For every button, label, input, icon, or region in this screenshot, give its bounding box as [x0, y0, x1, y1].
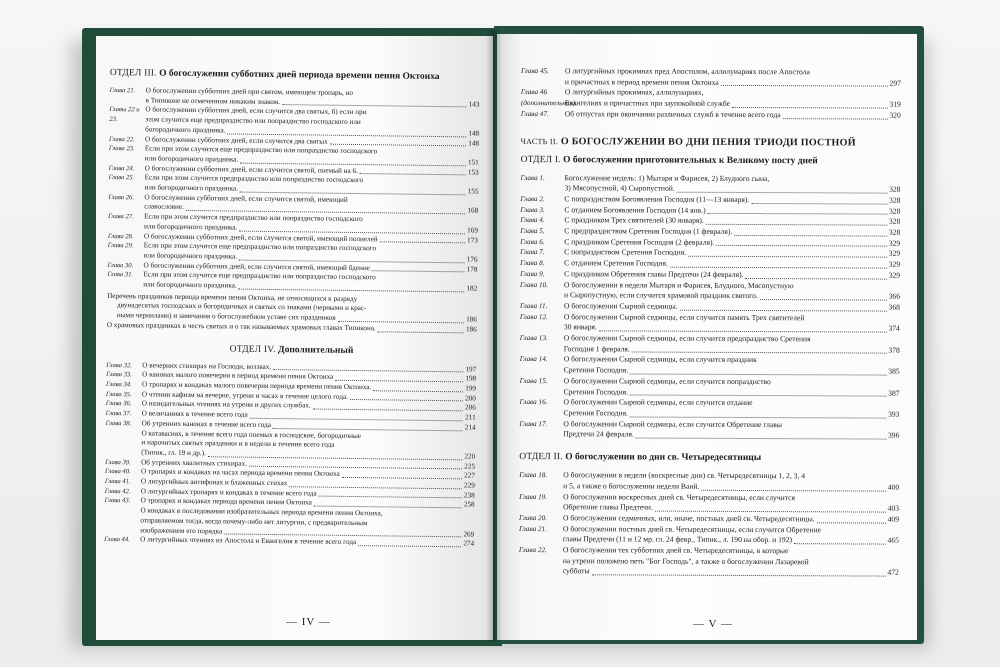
chapter-label: Глава 32. [106, 361, 133, 369]
leader-dots [636, 438, 886, 440]
page-ref: 269 [463, 529, 475, 539]
toc-line-text: О кондаках в последовании изобразительных периода времени пения Октоиха, [140, 506, 383, 518]
toc-line-text: этом случится еще предпразднство или попразднство господского или [145, 115, 361, 127]
toc-list-otdel-3 [107, 86, 479, 294]
toc-line-text: и нарочитых святых праздники и в недели в течение всего года [141, 438, 335, 449]
toc-line-text: (Типик., гл. 19 и др.). [141, 448, 206, 458]
toc-line-text: Сретения Господня. [563, 408, 628, 418]
leader-dots [706, 224, 887, 226]
toc-line-text: О богослужении Сырной седмицы. [563, 301, 678, 311]
page-ref: 200 [465, 394, 476, 403]
toc-line-text: или богородичного праздника. [143, 251, 238, 261]
page-ref: 396 [887, 430, 900, 441]
toc-entry [520, 280, 900, 303]
chapter-label: Глава 35. [105, 390, 132, 398]
toc-line-text: и Сыропустную, если случится храмовой праздник святого. [563, 290, 758, 301]
toc-line-text: С попразднством Богоявления Господня (11—13 января). [564, 194, 750, 204]
page-ref: 329 [888, 259, 901, 269]
leader-dots [380, 242, 465, 244]
leader-dots [817, 522, 886, 523]
chapter-label: Глава 18. [519, 471, 548, 480]
chapter-label: Глава 1. [520, 173, 545, 182]
toc-line-text: Если при этом случится еще предпразднство или попразднство господского [143, 241, 377, 253]
toc-line-text: или богородичного праздника. [144, 154, 239, 164]
toc-line-text: О богослужении Сырной седмицы, если случится попразднство [563, 376, 771, 386]
page-ref: 319 [889, 99, 901, 109]
chapter-label: Глава 22. [109, 135, 135, 143]
toc-line-text: С праздником Трех святителей (30 января). [564, 215, 704, 226]
page-ref: 387 [888, 388, 900, 398]
toc-list-otdel-1 [519, 173, 900, 442]
toc-line-text: О богослужении воскресных дней св. Четыредесятницы, если случится [563, 491, 796, 502]
chapter-label: Глава 7. [520, 248, 545, 257]
page-ref: 409 [887, 514, 900, 524]
page-ref: 186 [466, 315, 477, 324]
toc-line-text: Об утренних хвалитных стихирах. [141, 458, 247, 468]
toc-line [563, 556, 899, 568]
leader-dots [378, 331, 464, 333]
toc-line-text: О богослужении субботних дней, если случится святой, имеющий полиелей [143, 231, 378, 243]
toc-line-text: О богослужении Сырной седмицы, если случится отдание [563, 397, 753, 408]
toc-line-text: славословие. [144, 202, 184, 212]
chapter-label: Глава 11. [519, 301, 548, 311]
toc-entry [521, 66, 901, 89]
toc-line-text: Предтечи 24 февраля. [563, 429, 634, 439]
page-ref: 329 [888, 238, 901, 248]
toc-line-text: О вечерних стихирах на Господи, воззвах. [142, 360, 272, 371]
toc-line-text: О литургийных антифонах и блаженных стихах [140, 477, 288, 488]
page-ref: 198 [465, 374, 477, 383]
toc-list-continued [521, 66, 901, 121]
chapter-label: Глава 22. [518, 546, 547, 555]
toc-line-text: главы Предтечи (11 и 12 мр. гл. 24 февр., Типик., л. 190 на обор. и 192) [562, 534, 793, 545]
leader-dots [335, 380, 463, 383]
chapter-label: Глава 23. [108, 145, 135, 153]
toc-entry [520, 173, 900, 196]
page-ref: 178 [466, 265, 478, 274]
left-page-content [104, 62, 480, 549]
leader-dots [751, 203, 887, 205]
page-ref: 328 [889, 184, 901, 194]
leader-dots [746, 278, 887, 280]
page-ref: 199 [465, 384, 477, 393]
toc-line-text: Если при этом случится предпразднство или попразднство господского [144, 212, 363, 224]
page-ref: 385 [888, 366, 900, 376]
page-ref: 328 [888, 216, 901, 226]
leader-dots [783, 118, 888, 119]
chapter-label: Глава 45. [520, 66, 549, 76]
leader-dots [734, 235, 887, 237]
chapter-label: Глава 17. [519, 419, 548, 428]
chapter-label: Глава 40. [104, 468, 131, 476]
toc-line-text: отправляемом тогда, когда почему-либо нет литургии, с предварительным [140, 516, 368, 528]
toc-line-text: О храмовых праздниках в честь святых и о так называемых храмовых главах Типикона. [106, 320, 376, 333]
toc-line-text: Если при этом случится еще предпразднство или попразднство господского [143, 270, 376, 282]
toc-line-text: Обретение главы Предтечи. [563, 502, 653, 512]
chapter-label: Глава 13. [519, 334, 548, 343]
chapter-label: Глава 46 (дополнительная). [520, 88, 578, 108]
leader-dots [670, 266, 887, 268]
toc-entry [519, 545, 899, 579]
chapter-label: Глава 30. [107, 261, 134, 269]
leader-dots [630, 373, 886, 375]
toc-line-text: С отданием Богоявления Господня (14 янв.) [564, 204, 706, 215]
page-ref: 225 [464, 461, 476, 471]
toc-line-text: и 5, а также о богослужении недели Ваий. [563, 480, 700, 491]
chapter-label: Глава 15. [519, 376, 548, 385]
chapter-label: Глава 21. [109, 86, 136, 95]
page-ref: 153 [467, 168, 479, 177]
chapter-label: Глава 5. [520, 227, 545, 236]
toc-entry [107, 270, 477, 294]
toc-line-text: на утрени положено петь "Бог Господь", а также о богослужении Лазаревой [562, 555, 809, 566]
toc-line-text: О литургийных тропарях и кондаках в течение всего года [140, 487, 317, 498]
toc-line-text: С праздником Обретения главы Предтечи (24 февраля). [564, 269, 744, 279]
page-ref: 148 [468, 138, 480, 148]
toc-line-text: О катавасиях, в течение всего года поемых в господские, богородичные [141, 428, 362, 440]
chapter-label: Глава 31. [107, 271, 134, 279]
leader-dots [794, 543, 886, 544]
toc-entry [520, 376, 900, 399]
toc-line-text: О богослужении субботних дней, если случится святой, имеющий бдение [143, 261, 370, 272]
toc-list-otdel-4 [104, 361, 476, 550]
leader-dots [632, 352, 887, 354]
toc-line-text: и причастных в период времени пения Октоиха [564, 76, 719, 87]
page-ref: 173 [467, 235, 478, 245]
chapter-label: Глава 16. [519, 398, 548, 407]
leader-dots [708, 213, 887, 215]
leader-dots [630, 395, 886, 397]
toc-line-text: О богослужении субботних дней, если случится святой, имеющий [144, 193, 348, 204]
toc-line-text: О величаниях в течение всего года [141, 409, 248, 419]
toc-line-text: Об утренних канонах в течение всего года [141, 419, 272, 429]
chapter-label: Глава 33. [106, 371, 132, 379]
toc-line-text: О литургийных прокимнах пред Апостолом, аллилуиариях после Апостола [564, 66, 810, 77]
page-ref: 220 [464, 452, 476, 461]
chapter-label: Глава 19. [519, 492, 548, 501]
toc-line-text: О литургийных чтениях из Апостола и Евангелия в течение всего года [140, 535, 357, 547]
chapter-label: Глава 43. [104, 497, 131, 505]
chapter-label: Глава 34. [106, 380, 132, 389]
chapter-label: Глава 12. [519, 312, 548, 321]
toc-line [564, 312, 900, 324]
toc-line-text: Если при этом случится предпразднство или попразднство господского [144, 173, 364, 185]
toc-line-text: О богослужении субботних дней, если случится два святых, б) если при [145, 105, 367, 117]
page-ref: 320 [889, 110, 901, 120]
toc-line-text: Богослужение недель: 1) Мытаря и Фарисея, 2) Блудного сына, [564, 172, 770, 183]
page-ref: 328 [888, 227, 901, 237]
toc-line-text: Об отпустах при окончании различных служб в течение всего года [564, 109, 781, 119]
page-ref: 378 [888, 345, 900, 355]
toc-line-text: 3) Мясопустной, 4) Сыропустной. [564, 183, 675, 193]
page-ref: 211 [465, 413, 476, 422]
chapter-label: Глава 25. [108, 174, 135, 182]
chapter-label: Глава 9. [520, 269, 545, 278]
leader-dots [630, 416, 886, 418]
toc-entry [519, 470, 899, 493]
toc-line [563, 430, 899, 442]
section-heading-otdel-4: ОТДЕЛ IV. Дополнительный [229, 344, 354, 356]
chapter-label: Глава 27. [108, 213, 134, 221]
leader-dots [342, 477, 462, 479]
leader-dots [760, 299, 887, 301]
book-gutter [486, 30, 502, 642]
chapter-label: Глава 29. [107, 242, 134, 250]
toc-line-text: ными чернилами) и замечания о богослужебном уставе сих праздников [116, 311, 336, 322]
page-ref: 169 [467, 226, 479, 235]
leader-dots [592, 574, 886, 576]
toc-line-text: О тропарях и кондаках малого повечерия периода времени пения Октоиха. [142, 380, 372, 392]
page-ref: 366 [888, 291, 901, 301]
chapter-label: Глава 6. [520, 237, 545, 246]
toc-entry [520, 312, 900, 335]
toc-line-text: О богослужении седмичных, или, иначе, постных дней св. Четыредесятницы. [563, 513, 815, 524]
toc-line-text: в Типиконе не отмеченном никаким знаком. [145, 96, 281, 106]
chapter-label: Глава 39. [105, 458, 131, 466]
toc-line-text: О богослужении в недели (воскресные дни) св. Четыредесятницы 1, 2, 3, 4 [563, 470, 806, 481]
toc-list-otdel-2 [519, 470, 899, 579]
toc-line-text: или богородичного праздника. [144, 183, 238, 193]
chapter-label: Глава 3. [520, 205, 545, 214]
toc-line-text: О богослужении Сырной седмицы, если случится предпразднство Сретения [563, 333, 811, 344]
toc-entry [109, 105, 479, 139]
page-ref: 151 [467, 158, 479, 167]
leader-dots [732, 107, 887, 109]
toc-line-text: О богослужении субботних дней, если случится святой, поемый на 6. [144, 164, 358, 175]
page-ref: 176 [466, 255, 478, 264]
leader-dots [688, 256, 887, 258]
chapter-label: Глава 41. [104, 477, 131, 486]
toc-entry [519, 397, 899, 420]
chapter-label: Глава 21. [518, 524, 547, 533]
page-ref: 229 [464, 481, 475, 490]
chapter-label: Главы 22 и 23. [109, 106, 140, 124]
chapter-label: Глава 4. [520, 216, 545, 225]
toc-line-text: О литургийных прокимнах, аллилуиариях, [564, 87, 704, 98]
toc-line-text: или богородичного праздника. [143, 222, 238, 232]
section-heading-otdel-2: ОТДЕЛ II. О богослужении во дни св. Четыредесятницы [519, 452, 762, 464]
toc-line-text: О богослужении субботних дней при святом, имеющем тропарь, но [145, 86, 354, 97]
toc-line-text: С праздником Сретения Господня (2 февраля). [564, 236, 715, 247]
toc-line-text: Господня 1 февраля. [563, 343, 630, 354]
leader-dots [373, 390, 463, 392]
chapter-label: Глава 28. [107, 232, 134, 240]
leader-dots [721, 85, 888, 87]
leader-dots [358, 545, 461, 547]
page-ref: 472 [887, 568, 899, 578]
page-ref: 297 [889, 78, 901, 88]
page-ref: 168 [467, 206, 479, 215]
page-ref: 143 [468, 100, 480, 109]
toc-line-text: С предпразднством Сретения Господня (1 февраля). [564, 226, 733, 236]
leader-dots [360, 173, 466, 175]
page-ref: 403 [887, 503, 900, 513]
toc-entry [520, 354, 900, 377]
toc-line-text: О канонах малого повечерия в период времени пения Октоиха [142, 370, 334, 382]
page-ref: 186 [465, 325, 477, 334]
page-ref: 258 [463, 500, 475, 509]
chapter-label: Глава 44. [104, 536, 130, 544]
chapter-label: Глава 26. [108, 193, 135, 202]
chapter-label: Глава 14. [519, 355, 548, 364]
chapter-label: Глава 36. [105, 400, 132, 408]
toc-line-text: Сретения Господня. [563, 365, 629, 375]
chapter-label: Глава 47. [520, 109, 549, 118]
page-ref: 227 [464, 471, 476, 480]
page-ref: 393 [888, 409, 900, 419]
toc-entry [104, 496, 474, 539]
page-ref: 374 [888, 323, 900, 334]
page-ref: 206 [464, 403, 476, 412]
chapter-label: Глава 37. [105, 410, 132, 418]
leader-dots [716, 245, 886, 247]
section-heading-otdel-3: ОТДЕЛ III. О богослужении субботних дней периода времени пения Октоиха [109, 67, 440, 83]
page-ref: 328 [889, 195, 901, 205]
leader-dots [701, 489, 885, 491]
chapter-label: Глава 10. [520, 280, 549, 289]
toc-line-text: Перечень праздников периода времени пения Октоиха, не относящихся к разряду [107, 291, 358, 303]
toc-entry [520, 333, 900, 356]
toc-line-text: или богородичного праздника. [143, 280, 237, 290]
chapter-label: Глава 2. [520, 194, 545, 204]
toc-line-text: О тропарях и кондаках периода времени пения Октоиха [140, 496, 312, 507]
leader-dots [655, 510, 886, 512]
leader-dots [350, 399, 463, 401]
page-ref: 274 [463, 539, 475, 548]
toc-line-text: субботы [562, 566, 590, 576]
leader-dots [677, 192, 887, 194]
toc-entry [519, 419, 899, 442]
toc-line-text: О тропарях и кондаках на часах периода времени пения Октоиха [140, 467, 340, 479]
leader-dots [338, 321, 464, 324]
left-page [96, 36, 493, 640]
toc-line-text: О богослужении Сырной седмицы, если случится праздник [563, 354, 757, 365]
chapter-label: Глава 38. [105, 419, 132, 428]
page-ref: 368 [888, 302, 900, 312]
page-ref: 148 [468, 129, 480, 138]
toc-line [565, 109, 901, 121]
toc-line-text: О богослужении Сырной седмицы, если случится Обретение главы [563, 418, 782, 429]
leader-dots [680, 309, 887, 311]
page-ref: 328 [888, 206, 901, 216]
toc-line-text: С отданием Сретения Господня. [564, 258, 668, 268]
page-ref: 329 [888, 249, 901, 259]
toc-line-text: Евангелиях и причастных при заупокойной службе [564, 98, 731, 109]
toc-line [563, 567, 899, 579]
chapter-label: Глава 24. [108, 164, 135, 172]
toc-line-text: О богослужении субботних дней, если случится два святых [145, 134, 328, 146]
toc-line-text: двунадесятых господских и богородичных и святых со знаками (черными и крас- [116, 301, 367, 313]
leader-dots [599, 330, 887, 332]
toc-line-text: изображением его порядка [140, 525, 223, 535]
toc-entry [521, 109, 901, 121]
page-number-left: — IV — [286, 616, 331, 628]
chapter-label: Глава 42. [104, 487, 131, 496]
page-ref: 197 [465, 364, 477, 374]
page-ref: 182 [466, 284, 478, 293]
toc-entry [519, 524, 899, 547]
toc-line-text: О назидательных чтениях на утрени и других службах. [141, 399, 311, 410]
part-heading: ЧАСТЬ II. О БОГОСЛУЖЕНИИ ВО ДНИ ПЕНИЯ ТРИОДИ ПОСТНОЙ [520, 135, 856, 148]
toc-free-lines [107, 292, 477, 335]
page-ref: 155 [467, 187, 479, 196]
page-ref: 214 [464, 423, 476, 432]
toc-line-text: С попразднством Сретения Господня. [564, 247, 687, 258]
toc-entry [519, 491, 899, 514]
toc-line-text: О богослужении Сырной седмицы, если случится память Трех святителей [563, 311, 805, 322]
page-ref: 400 [887, 482, 900, 492]
toc-line-text: Сретения Господня. [563, 386, 629, 397]
leader-dots [372, 271, 465, 273]
right-page-content [519, 66, 901, 579]
toc-line-text: О богослужении постных дней св. Четыредесятницы, если случится Обретение [562, 523, 821, 534]
page-ref: 329 [888, 270, 901, 280]
toc-line-text: О чтении кафизм на вечерне, утрени и часах в течение целого года. [141, 390, 349, 401]
toc-line-text: Если при этом случится еще предпразднство или попразднство господского [144, 144, 378, 156]
chapter-label: Глава 20. [519, 513, 548, 523]
right-page [497, 34, 917, 640]
toc-line-text: О богослужении тех субботних дней св. Четыредесятницы, в которые [562, 545, 789, 556]
toc-line-text: 30 января. [563, 322, 597, 332]
page-ref: 238 [463, 491, 475, 500]
toc-entry [105, 419, 475, 462]
page-number-right: — V — [693, 618, 734, 630]
toc-line-text: О богослужении в недели Мытаря и Фарисея, Блудного, Мясопустную [564, 279, 794, 290]
toc-entry [521, 87, 901, 110]
section-heading-otdel-1: ОТДЕЛ I. О богослужении приготовительных к Великому посту дней [520, 154, 818, 166]
leader-dots [239, 288, 465, 292]
chapter-label: Глава 8. [520, 259, 545, 268]
page-ref: 465 [887, 535, 899, 545]
toc-line-text: богородичного праздника. [145, 125, 226, 135]
